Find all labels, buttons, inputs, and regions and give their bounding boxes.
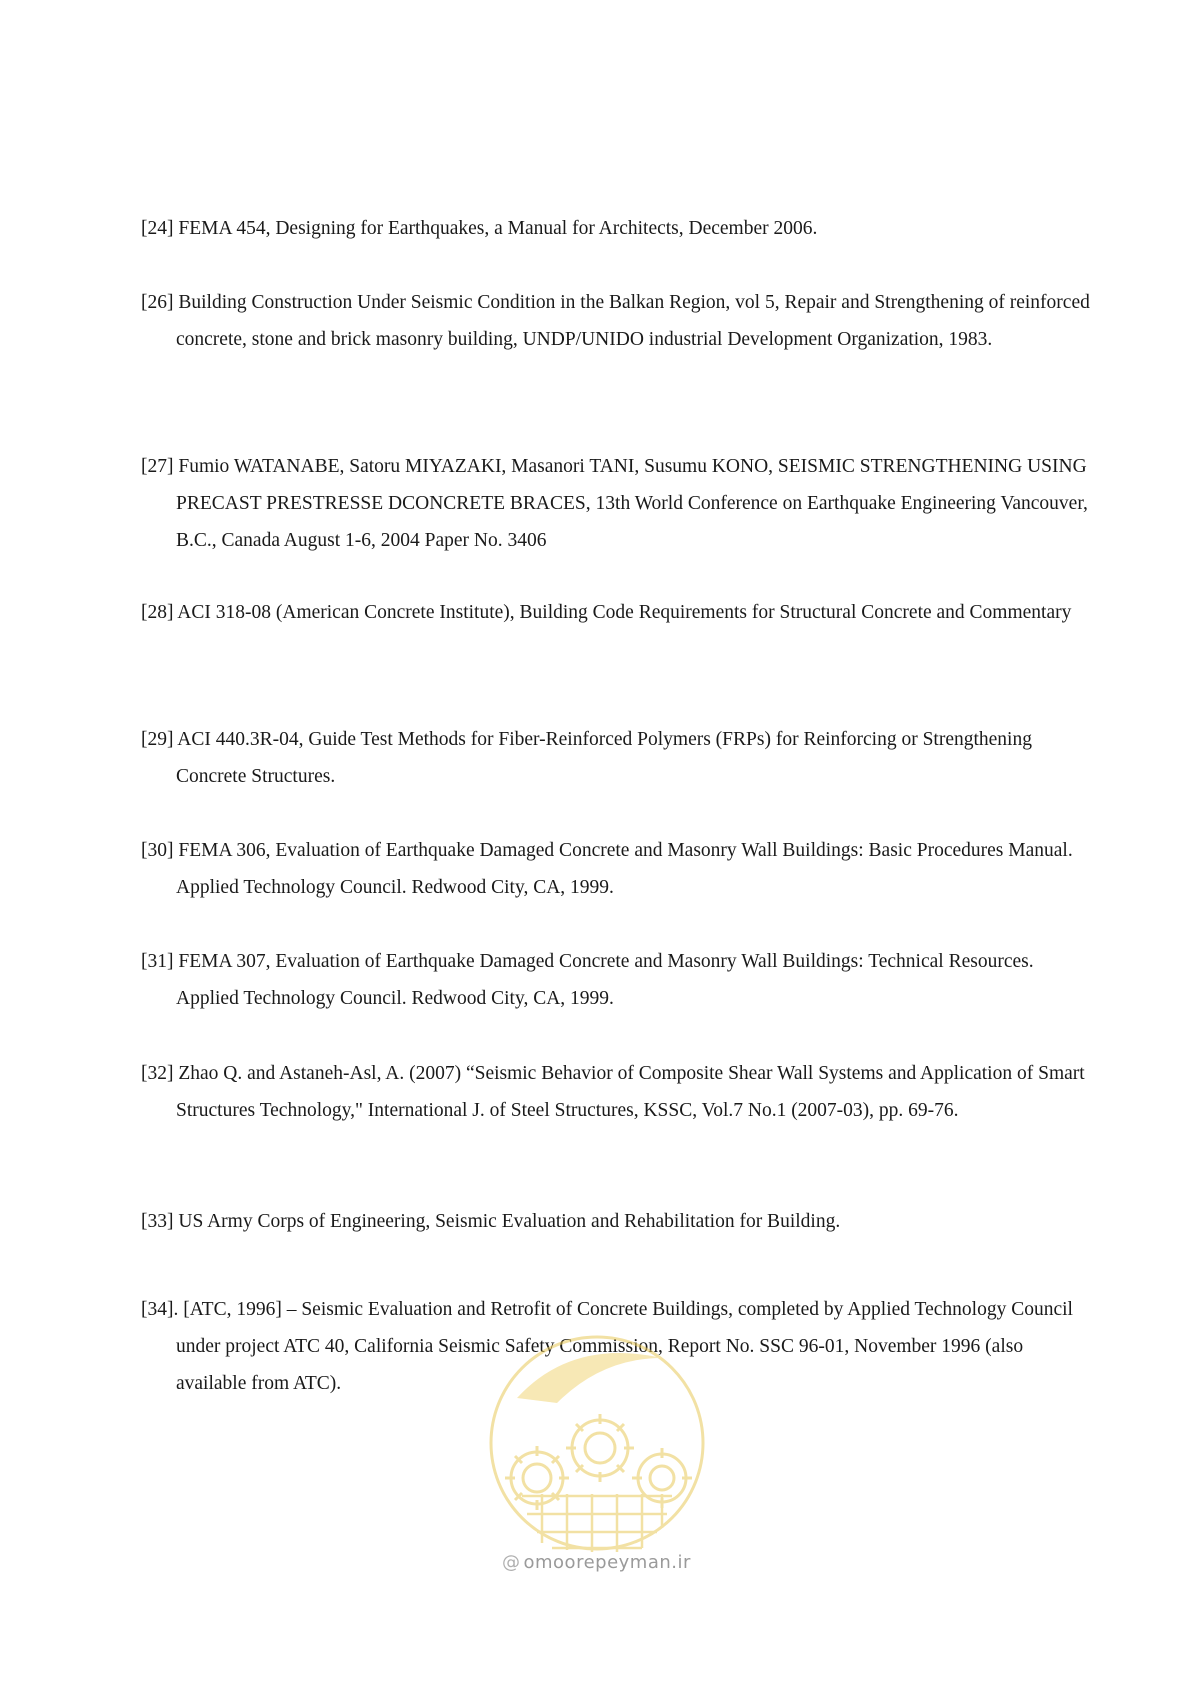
reference-entry: [30] FEMA 306, Evaluation of Earthquake Damaged Concrete and Masonry Wall Buildings: Basic Procedures Manual. Applied Technology Council. Redwood City, CA, 1999. xyxy=(141,840,1073,898)
reference-entry: [33] US Army Corps of Engineering, Seismic Evaluation and Rehabilitation for Building. xyxy=(141,1211,841,1232)
reference-entry: [31] FEMA 307, Evaluation of Earthquake Damaged Concrete and Masonry Wall Buildings: Technical Resources. Applied Technology Council. Redwood City, CA, 1999. xyxy=(141,951,1034,1009)
reference-entry: [34]. [ATC, 1996] – Seismic Evaluation and Retrofit of Concrete Buildings, completed by Applied Technology Council under project ATC 40, California Seismic Safety Commission, Report No. SSC 96-01, November 1996 (also available from ATC). xyxy=(141,1299,1073,1394)
reference-entry: [29] ACI 440.3R-04, Guide Test Methods for Fiber-Reinforced Polymers (FRPs) for Reinforcing or Strengthening Concrete Structures. xyxy=(141,729,1032,787)
watermark-logo xyxy=(482,1328,712,1583)
watermark-text xyxy=(502,1552,702,1573)
reference-entry: [32] Zhao Q. and Astaneh-Asl, A. (2007) “Seismic Behavior of Composite Shear Wall Systems and Application of Smart Structures Technology," International J. of Steel Structures, KSSC, Vol.7 No.1 (2007-03), pp. 69-76. xyxy=(141,1063,1085,1121)
reference-entry: [27] Fumio WATANABE, Satoru MIYAZAKI, Masanori TANI, Susumu KONO, SEISMIC STRENGTHENING USING PRECAST PRESTRESSE DCONCRETE BRACES, 13th World Conference on Earthquake Engineering Vancouver, B.C., Canada August 1-6, 2004 Paper No. 3406 xyxy=(141,456,1088,551)
at-icon: @ xyxy=(502,1552,521,1573)
gear-icon xyxy=(566,1414,634,1482)
reference-entry: [24] FEMA 454, Designing for Earthquakes, a Manual for Architects, December 2006. xyxy=(141,218,818,239)
watermark-url: omoorepeyman.ir xyxy=(523,1552,691,1573)
reference-entry: [28] ACI 318-08 (American Concrete Institute), Building Code Requirements for Structural Concrete and Commentary xyxy=(141,602,1072,623)
reference-entry: [26] Building Construction Under Seismic Condition in the Balkan Region, vol 5, Repair and Strengthening of reinforced concrete, stone and brick masonry building, UNDP/UNIDO industrial Development Organization, 1983. xyxy=(141,292,1090,350)
gear-icon xyxy=(505,1446,569,1510)
